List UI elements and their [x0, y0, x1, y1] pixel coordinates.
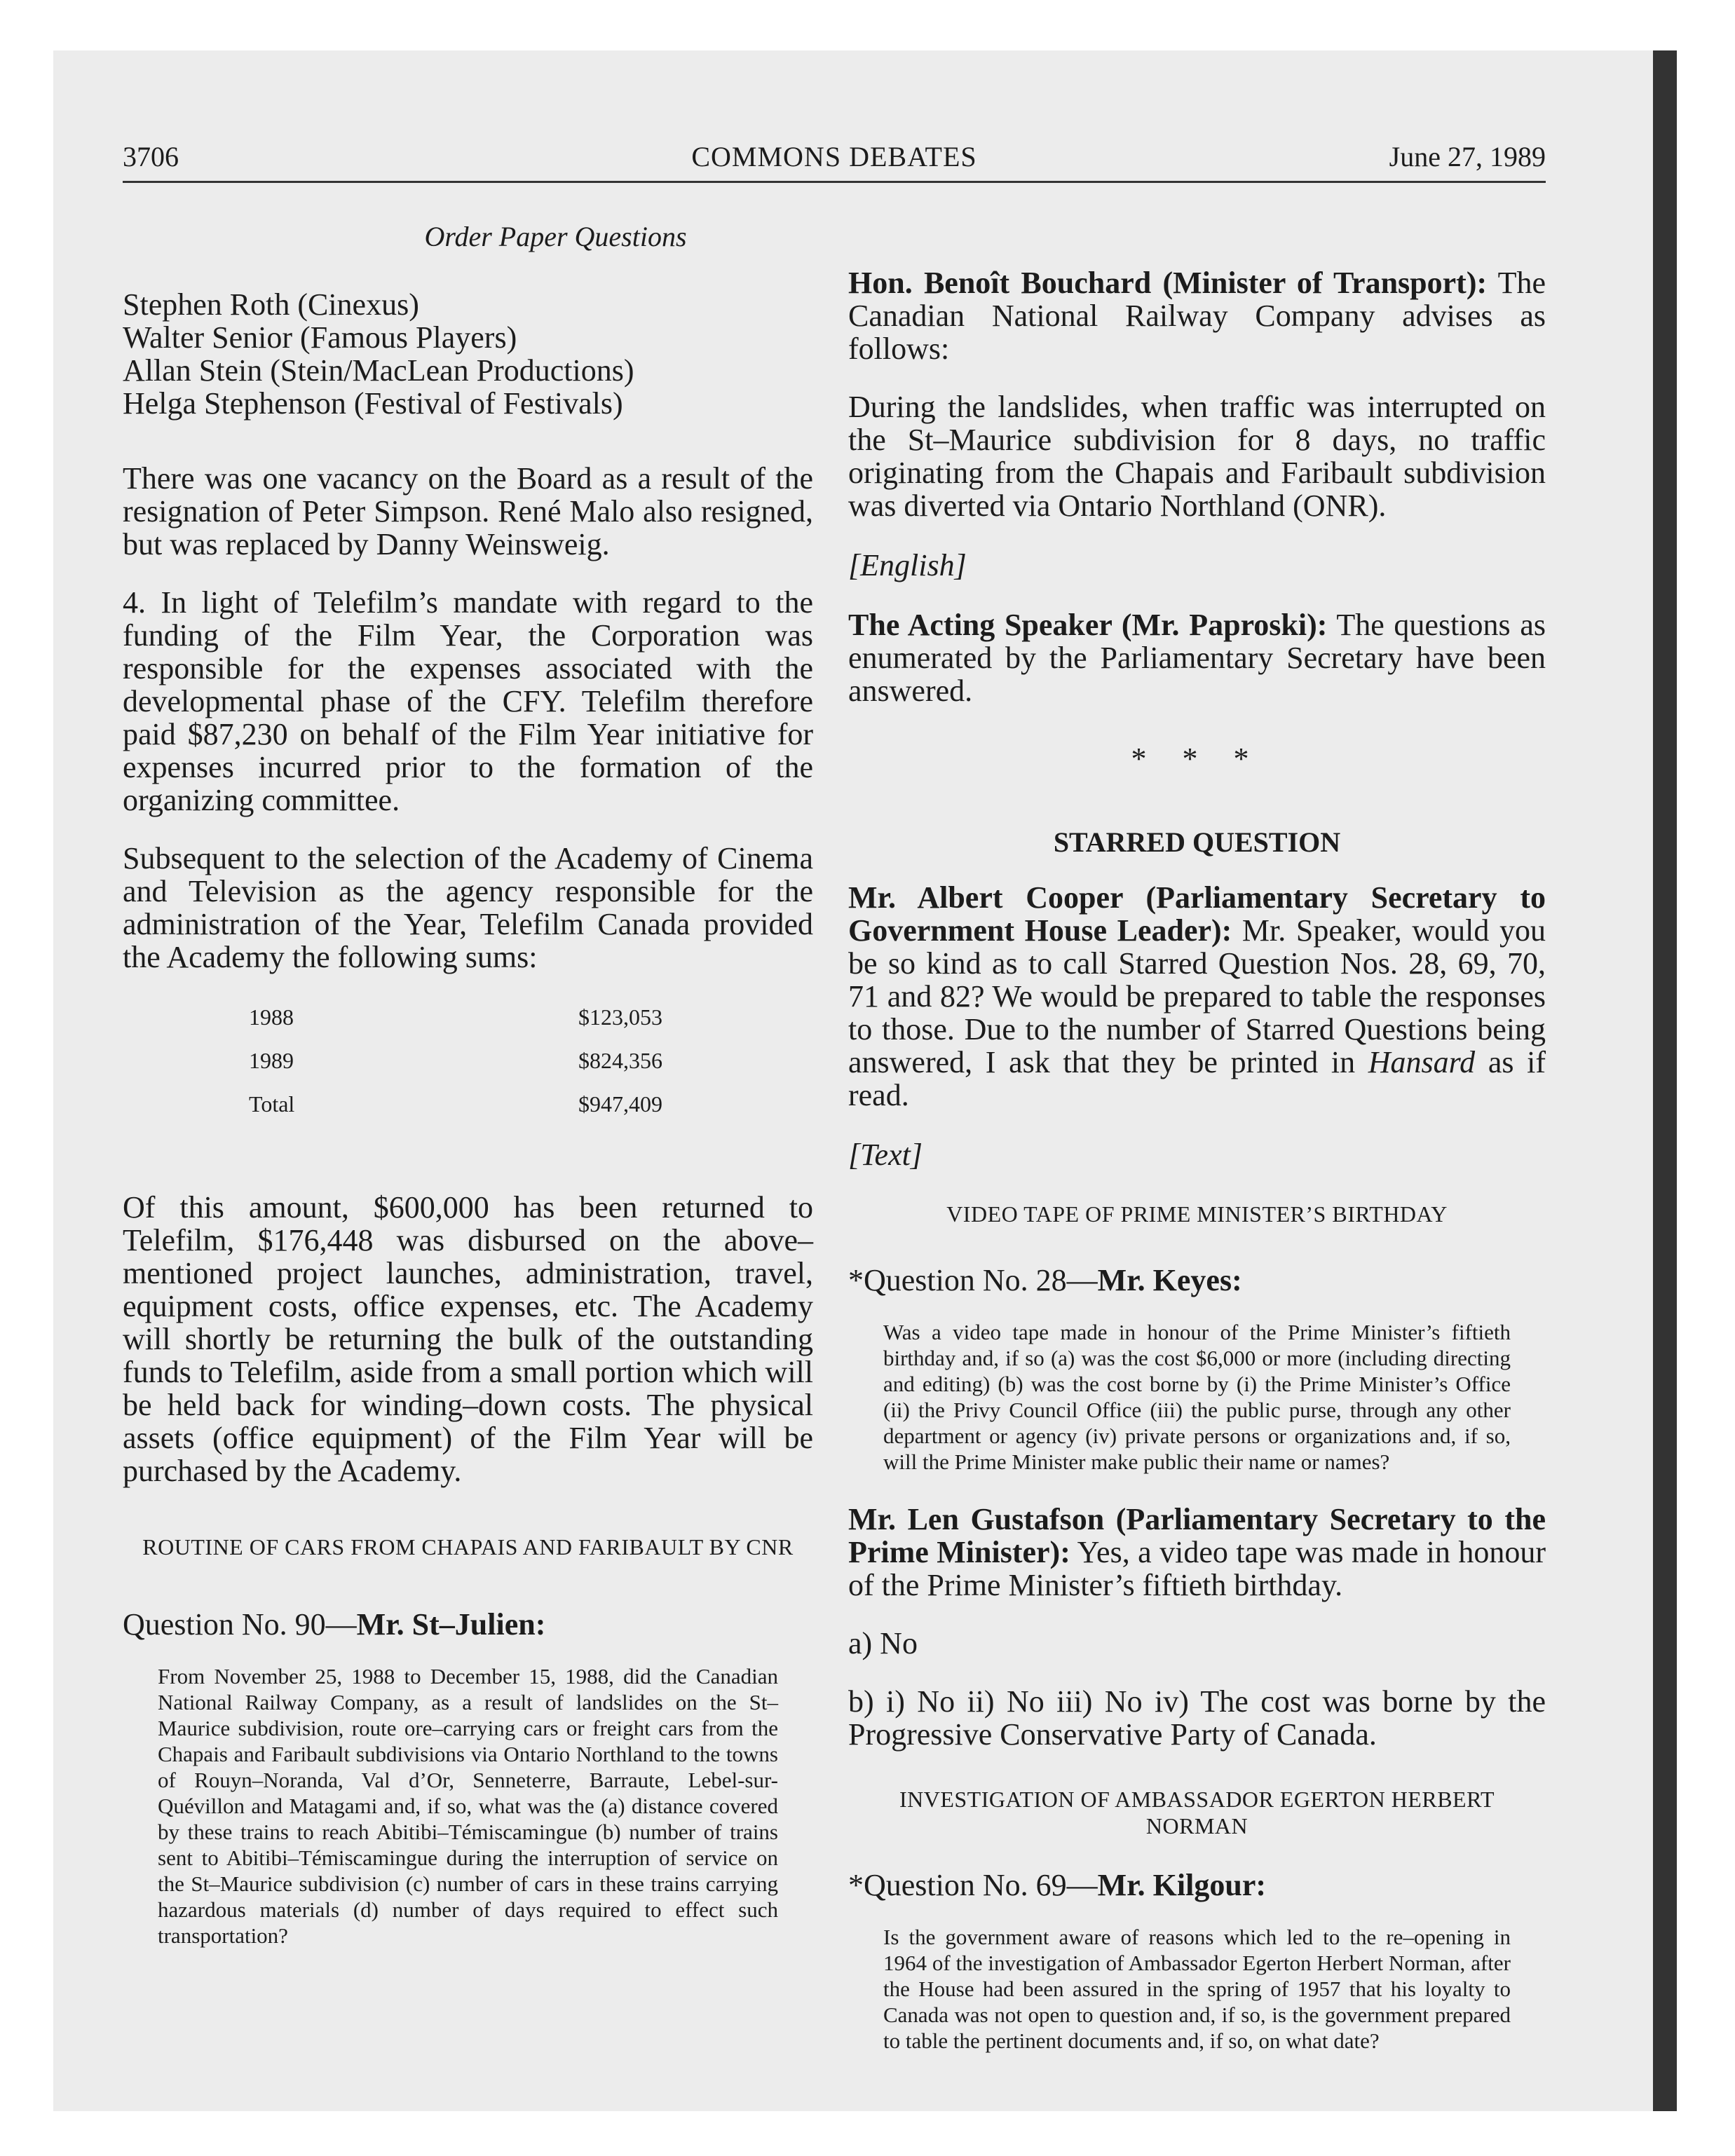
sum-label: Total	[249, 1091, 295, 1117]
publication-title: COMMONS DEBATES	[691, 141, 977, 172]
statement-text: Yes, a video tape was made in honour of the Prime Minister’s fiftieth birthday.	[848, 1535, 1546, 1602]
caps-heading-chapais: ROUTINE OF CARS FROM CHAPAIS AND FARIBAULT BY CNR	[142, 1534, 794, 1560]
speaker-name: The Acting Speaker (Mr. Paproski):	[848, 608, 1328, 642]
acting-speaker-statement	[848, 608, 1546, 707]
sum-amount: $824,356	[578, 1048, 662, 1073]
question-69-text: Is the government aware of reasons which led to the re–opening in 1964 of the investigation of Ambassador Egerton Herbert Norman, after the House had been assured in the spring of 1957 that his loyalty to Canada was not open to question and, if so, is the government prepared to table the pertinent documents and, if so, on what date?	[883, 1925, 1511, 2053]
starred-question-heading: STARRED QUESTION	[1053, 826, 1341, 858]
cooper-statement	[848, 881, 1546, 1112]
statement-text: as if read.	[848, 1045, 1546, 1112]
page-date: June 27, 1989	[1389, 141, 1546, 172]
question-90-text: From November 25, 1988 to December 15, 1988, did the Canadian National Railway Company, as a result of landslides on the St–Maurice subdivision, route ore–carrying cars or freight cars from the Chapais and Faribault subdivisions via Ontario Northland to the towns of Rouyn–Noranda, Val d’Or, Senneterre, Barraute, Lebel-sur-Quévillon and Matagami and, if so, what was the (a) distance covered by these trains to reach Abitibi–Témiscamingue (b) number of trains sent to Abitibi–Témiscamingue during the interruption of service on the St–Maurice subdivision (c) number of cars in these trains carrying hazardous materials (d) number of days required to effect such transportation?	[158, 1664, 778, 1948]
language-marker: [Text]	[848, 1138, 923, 1172]
caps-heading-video: VIDEO TAPE OF PRIME MINISTER’S BIRTHDAY	[946, 1201, 1448, 1227]
section-heading: Order Paper Questions	[424, 221, 687, 252]
answer-a: a) No	[848, 1626, 918, 1660]
right-column	[848, 210, 1546, 2082]
running-header	[123, 140, 1546, 183]
question-number: *Question No. 69—	[848, 1868, 1098, 1902]
sums-table	[123, 1004, 813, 1135]
question-member: Mr. St–Julien:	[356, 1607, 546, 1642]
question-number: Question No. 90—	[123, 1607, 357, 1642]
sum-amount: $123,053	[578, 1004, 662, 1030]
answer-b: b) i) No ii) No iii) No iv) The cost was borne by the Progressive Conservative Party of Canada.	[848, 1684, 1546, 1752]
page-number: 3706	[123, 141, 179, 172]
sum-label: 1988	[249, 1004, 294, 1030]
caps-heading-norman: INVESTIGATION OF AMBASSADOR EGERTON HERBERT NORMAN	[899, 1787, 1495, 1838]
paragraph-mandate: 4. In light of Telefilm’s mandate with regard to the funding of the Film Year, the Corporation was responsible for the expenses associated with the developmental phase of the CFY. Telefilm therefore paid $87,230 on behalf of the Film Year initiative for expenses incurred prior to the formation of the organizing committee.	[123, 585, 813, 817]
speaker-name: Mr. Len Gustafson (Parliamentary Secretary to the Prime Minister):	[848, 1502, 1546, 1569]
section-separator: * * *	[1131, 742, 1263, 776]
list-item: Helga Stephenson (Festival of Festivals)	[123, 386, 623, 421]
question-28-text: Was a video tape made in honour of the Prime Minister’s fiftieth birthday and, if so (a) was the cost $6,000 or more (including directing and editing) (b) was the cost borne by (i) the Prime Minister’s Office (ii) the Privy Council Office (iii) the public purse, through any other department or agency (iv) private persons or organizations and, if so, will the Prime Minister make public their name or names?	[883, 1320, 1511, 1474]
question-69-heading	[848, 1867, 1546, 1903]
speaker-name: Mr. Albert Cooper (Parliamentary Secretary to Government House Leader):	[848, 880, 1546, 948]
question-member: Mr. Kilgour:	[1097, 1868, 1267, 1902]
question-number: *Question No. 28—	[848, 1263, 1098, 1297]
list-item: Walter Senior (Famous Players)	[123, 320, 517, 355]
table-row	[249, 1048, 813, 1091]
sum-amount: $947,409	[578, 1091, 662, 1117]
name-list	[123, 288, 813, 420]
statement-text: The Canadian National Railway Company advises as follows:	[848, 266, 1546, 366]
statement-text: The questions as enumerated by the Parliamentary Secretary have been answered.	[848, 608, 1546, 708]
paragraph-academy: Subsequent to the selection of the Academy of Cinema and Television as the agency responsible for the administration of the Year, Telefilm Canada provided the Academy the following sums:	[123, 841, 813, 974]
paragraph-returned: Of this amount, $600,000 has been returned to Telefilm, $176,448 was disbursed on the above–mentioned project launches, administration, travel, equipment costs, office expenses, etc. The Academy will shortly be returning the bulk of the outstanding funds to Telefilm, aside from a small portion which will be held back for winding–down costs. The physical assets (office equipment) of the Film Year will be purchased by the Academy.	[123, 1190, 813, 1488]
scan-edge-bar	[1653, 50, 1677, 2111]
bouchard-statement	[848, 266, 1546, 365]
list-item: Allan Stein (Stein/MacLean Productions)	[123, 353, 634, 388]
question-28-heading	[848, 1262, 1546, 1298]
speaker-name: Hon. Benoît Bouchard (Minister of Transport):	[848, 266, 1488, 300]
paragraph-vacancy: There was one vacancy on the Board as a result of the resignation of Peter Simpson. René Malo also resigned, but was replaced by Danny Weinsweig.	[123, 461, 813, 561]
question-90-heading	[123, 1606, 813, 1642]
left-column	[123, 210, 813, 1977]
list-item: Stephen Roth (Cinexus)	[123, 287, 419, 322]
gustafson-statement	[848, 1503, 1546, 1602]
statement-text: Mr. Speaker, would you be so kind as to call Starred Question Nos. 28, 69, 70, 71 and 82? We would be prepared to table the responses to those. Due to the number of Starred Questions being answered, I ask that they be printed in	[848, 913, 1546, 1079]
sum-label: 1989	[249, 1048, 294, 1073]
question-member: Mr. Keyes:	[1097, 1263, 1242, 1297]
language-marker: [English]	[848, 548, 967, 582]
table-row	[249, 1091, 813, 1135]
paragraph-landslides: During the landslides, when traffic was interrupted on the St–Maurice subdivision for 8 days, no traffic originating from the Chapais and Faribault subdivision was diverted via Ontario Northland (ONR).	[848, 390, 1546, 523]
hansard-italic: Hansard	[1368, 1045, 1476, 1079]
table-row	[249, 1004, 813, 1048]
